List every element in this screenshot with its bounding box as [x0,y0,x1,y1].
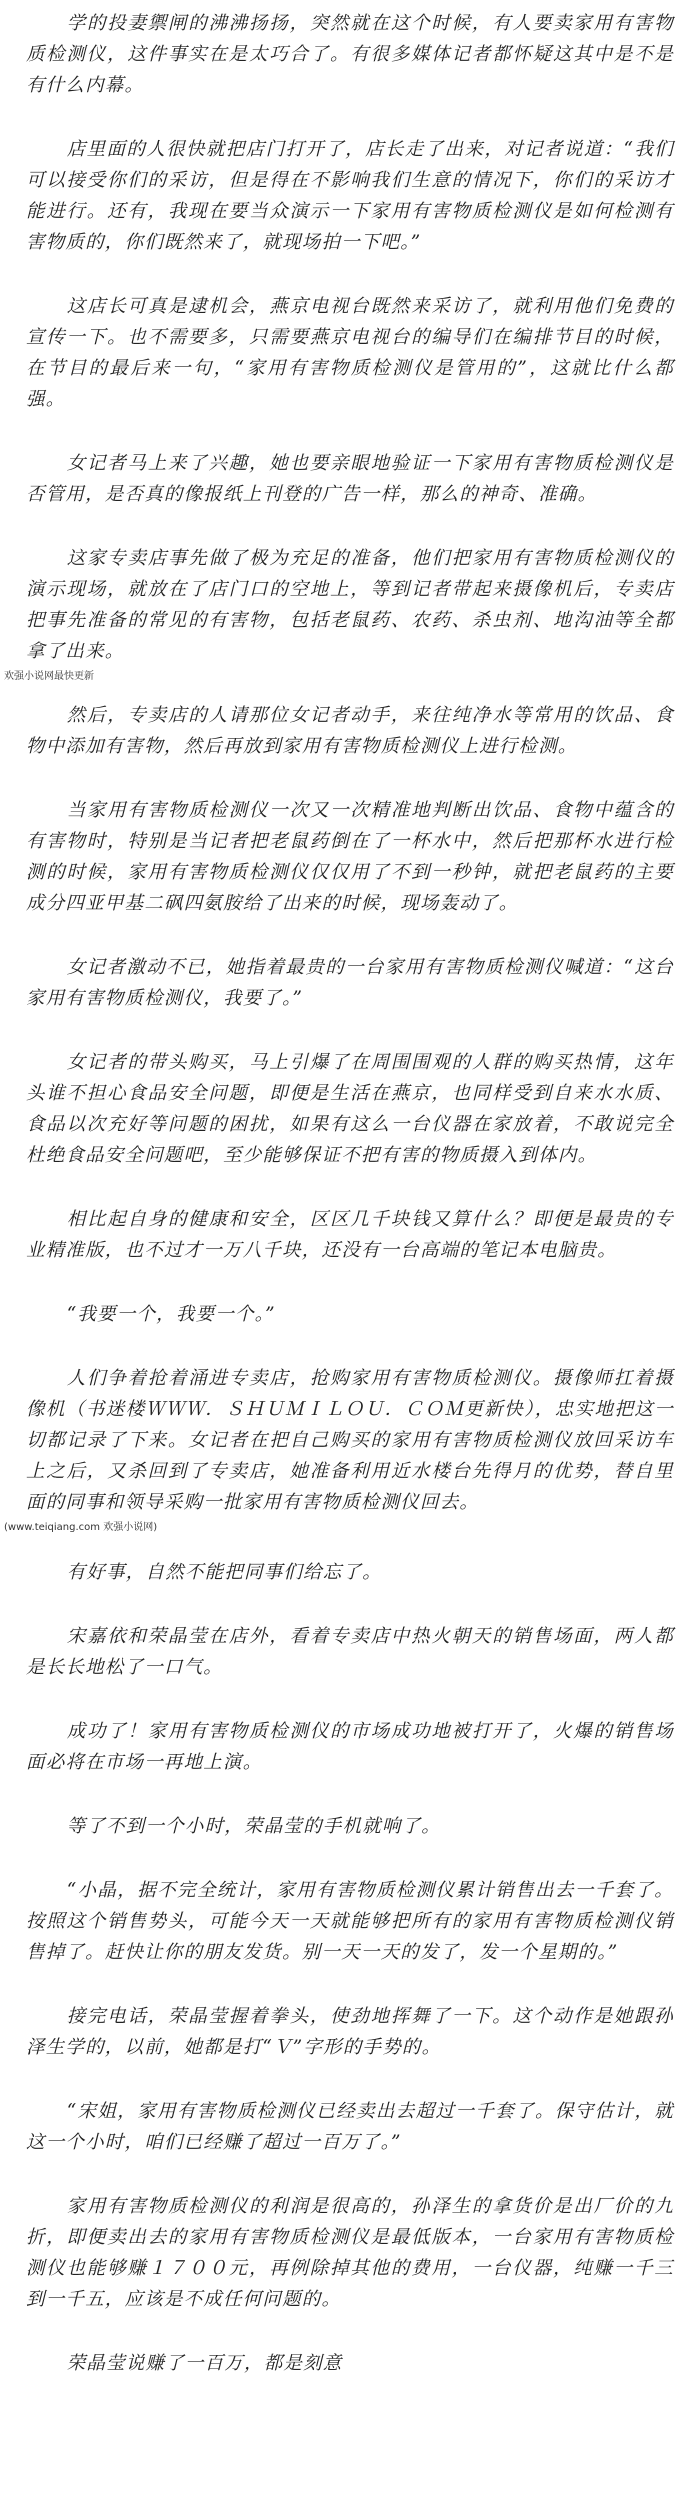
paragraph-9: 女记者的带头购买，马上引爆了在周围围观的人群的购买热情，这年头谁不担心食品安全问题，即便是生活在燕京，也同样受到自来水水质、食品以次充好等问题的困扰，如果有这么一台仪器在家放着，不敢说完全杜绝食品安全问题吧，至少能够保证不把有害的物质摄入到体内。 [26,1052,674,1166]
paragraph-12: 人们争着抢着涌进专卖店，抢购家用有害物质检测仪。摄像师扛着摄像机（书迷楼ＷＷＷ．ＳＨＵＭＩＬＯＵ．ＣＯＭ更新快），忠实地把这一切都记录了下来。女记者在把自己购买的家用有害物质检测仪放回采访车上之后，又杀回到了专卖店，她准备利用近水楼台先得月的优势，替自里面的同事和领导采购一批家用有害物质检测仪回去。 [26,1368,674,1513]
paragraph-16: 等了不到一个小时，荣晶莹的手机就响了。 [66,1816,441,1837]
paragraph-10: 相比起自身的健康和安全，区区几千块钱又算什么？即便是最贵的专业精准版，也不过才一万八千块，还没有一台高端的笔记本电脑贵。 [26,1209,674,1261]
paragraph-11: “我要一个，我要一个。” [66,1304,276,1325]
paragraph-15: 成功了！家用有害物质检测仪的市场成功地被打开了，火爆的销售场面必将在市场一再地上演。 [26,1721,674,1773]
paragraph-5: 这家专卖店事先做了极为充足的准备，他们把家用有害物质检测仪的演示现场，就放在了店门口的空地上，等到记者带起来摄像机后，专卖店把事先准备的常见的有害物，包括老鼠药、农药、杀虫剂、地沟油等全都拿了出来。 [26,548,674,662]
paragraph-3: 这店长可真是逮机会，燕京电视台既然来采访了，就利用他们免费的宣传一下。也不需要多，只需要燕京电视台的编导们在编排节目的时候，在节目的最后来一句，“家用有害物质检测仪是管用的”，这就比什么都强。 [26,296,674,410]
paragraph-7: 当家用有害物质检测仪一次又一次精准地判断出饮品、食物中蕴含的有害物时，特别是当记者把老鼠药倒在了一杯水中，然后把那杯水进行检测的时候，家用有害物质检测仪仅仅用了不到一秒钟，就把老鼠药的主要成分四亚甲基二砜四氨胺给了出来的时候，现场轰动了。 [26,800,674,914]
paragraph-4: 女记者马上来了兴趣，她也要亲眼地验证一下家用有害物质检测仪是否管用，是否真的像报纸上刊登的广告一样，那么的神奇、准确。 [26,453,674,505]
paragraph-1: 学的投妻禦闸的沸沸扬扬，突然就在这个时候，有人要卖家用有害物质检测仪，这件事实在是太巧合了。有很多媒体记者都怀疑这其中是不是有什么内幕。 [26,13,674,96]
paragraph-8: 女记者激动不已，她指着最贵的一台家用有害物质检测仪喊道：“这台家用有害物质检测仪，我要了。” [26,957,674,1009]
paragraph-6: 然后，专卖店的人请那位女记者动手，来往纯净水等常用的饮品、食物中添加有害物，然后再放到家用有害物质检测仪上进行检测。 [26,705,674,757]
paragraph-19: “宋姐，家用有害物质检测仪已经卖出去超过一千套了。保守估计，就这一个小时，咱们已经赚了超过一百万了。” [26,2101,674,2153]
paragraph-14: 宋嘉依和荣晶莹在店外，看着专卖店中热火朝天的销售场面，两人都是长长地松了一口气。 [26,1626,674,1678]
paragraph-2: 店里面的人很快就把店门打开了，店长走了出来，对记者说道：“我们可以接受你们的采访，但是得在不影响我们生意的情况下，你们的采访才能进行。还有，我现在要当众演示一下家用有害物质检测仪是如何检测有害物质的，你们既然来了，就现场拍一下吧。” [26,139,674,253]
paragraph-18: 接完电话，荣晶莹握着拳头，使劲地挥舞了一下。这个动作是她跟孙泽生学的，以前，她都是打“Ｖ”字形的手势的。 [26,2006,674,2058]
watermark-url: (www.teiqiang.com 欢强小说网) [4,1522,158,1533]
paragraph-13: 有好事，自然不能把同事们给忘了。 [66,1562,382,1583]
paragraph-21: 荣晶莹说赚了一百万，都是刻意 [66,2353,343,2374]
paragraph-20: 家用有害物质检测仪的利润是很高的，孙泽生的拿货价是出厂价的九折，即便卖出去的家用有害物质检测仪是最低版本，一台家用有害物质检测仪也能够赚１７００元，再例除掉其他的费用，一台仪器，纯赚一千三到一千五，应该是不成任何问题的。 [26,2196,674,2310]
watermark-text: 欢强小说网最快更新 [4,671,94,682]
paragraph-17: “小晶，据不完全统计，家用有害物质检测仪累计销售出去一千套了。按照这个销售势头，可能今天一天就能够把所有的家用有害物质检测仪销售掉了。赶快让你的朋友发货。别一天一天的发了，发一个星期的。” [26,1880,674,1963]
